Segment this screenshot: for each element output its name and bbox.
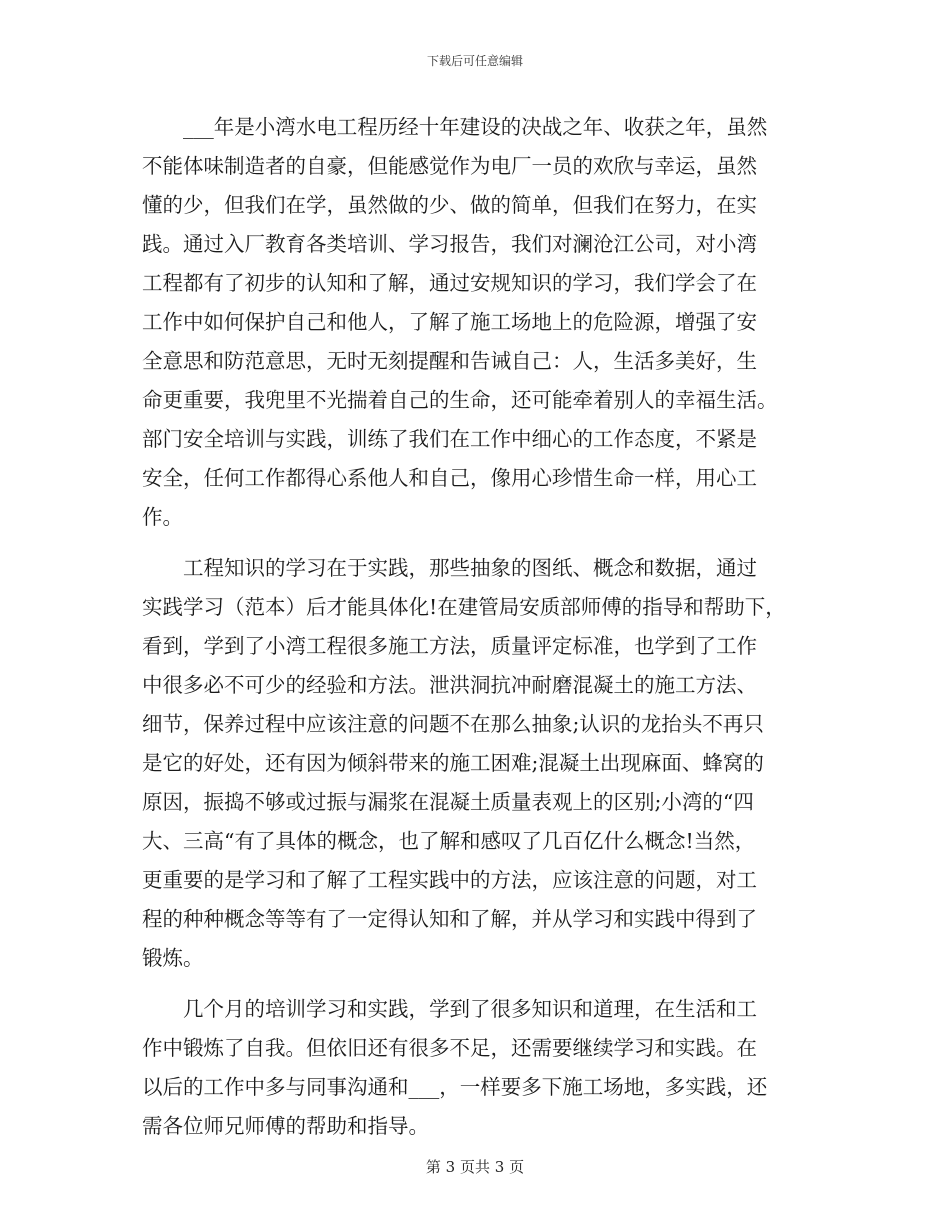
paragraph-3 xyxy=(142,990,808,1146)
text-line: 安全，任何工作都得心系他人和自己，像用心珍惜生命一样，用心工 xyxy=(142,466,757,490)
text-line: 作中锻炼了自我。但依旧还有很多不足，还需要继续学习和实践。在 xyxy=(142,1036,757,1060)
paragraph-1 xyxy=(142,108,808,537)
text-line: 大、三高“有了具体的概念，也了解和感叹了几百亿什么概念!当然， xyxy=(142,829,756,853)
document-body xyxy=(142,108,808,1146)
text-line: 细节，保养过程中应该注意的问题不在那么抽象;认识的龙抬头不再只 xyxy=(142,712,764,736)
text-line: 全意思和防范意思，无时无刻提醒和告诫自己：人，生活多美好，生 xyxy=(142,349,757,373)
text-line: 践。通过入厂教育各类培训、学习报告，我们对澜沧江公司，对小湾 xyxy=(142,232,757,256)
text-line: 中很多必不可少的经验和方法。泄洪洞抗冲耐磨混凝土的施工方法、 xyxy=(142,673,757,697)
text-line: 更重要的是学习和了解了工程实践中的方法，应该注意的问题，对工 xyxy=(142,868,757,892)
paragraph-spacer xyxy=(142,978,808,990)
page-number-footer: 第 3 页共 3 页 xyxy=(425,1158,525,1176)
text-line: 部门安全培训与实践，训练了我们在工作中细心的工作态度，不紧是 xyxy=(142,427,757,451)
text-line: 看到，学到了小湾工程很多施工方法，质量评定标准，也学到了工作 xyxy=(142,634,757,658)
text-line: 作。 xyxy=(142,505,183,529)
text-line: 需各位师兄师傅的帮助和指导。 xyxy=(142,1114,429,1138)
text-line: 是它的好处，还有因为倾斜带来的施工困难;混凝土出现麻面、蜂窝的 xyxy=(142,751,764,775)
text-line: 锻炼。 xyxy=(142,946,204,970)
text-line: 几个月的培训学习和实践，学到了很多知识和道理，在生活和工 xyxy=(142,997,757,1021)
text-line: 工作中如何保护自己和他人，了解了施工场地上的危险源，增强了安 xyxy=(142,310,757,334)
text-line: 懂的少，但我们在学，虽然做的少、做的简单，但我们在努力，在实 xyxy=(142,193,757,217)
text-line: 以后的工作中多与同事沟通和___，一样要多下施工场地，多实践，还 xyxy=(142,1075,768,1099)
text-line: 工程知识的学习在于实践，那些抽象的图纸、概念和数据，通过 xyxy=(142,556,757,580)
text-line: ___年是小湾水电工程历经十年建设的决战之年、收获之年，虽然 xyxy=(142,115,768,139)
paragraph-spacer xyxy=(142,537,808,549)
page-header: 下载后可任意编辑 xyxy=(426,54,523,68)
text-line: 不能体味制造者的自豪，但能感觉作为电厂一员的欢欣与幸运，虽然 xyxy=(142,154,757,178)
text-line: 原因，振捣不够或过振与漏浆在混凝土质量表观上的区别;小湾的“四 xyxy=(142,790,754,814)
text-line: 命更重要，我兜里不光揣着自己的生命，还可能牵着别人的幸福生活。 xyxy=(142,388,778,412)
paragraph-2 xyxy=(142,549,808,978)
text-line: 实践学习（范本）后才能具体化!在建管局安质部师傅的指导和帮助下， xyxy=(142,595,786,619)
text-line: 工程都有了初步的认知和了解，通过安规知识的学习，我们学会了在 xyxy=(142,271,757,295)
text-line: 程的种种概念等等有了一定得认知和了解，并从学习和实践中得到了 xyxy=(142,907,757,931)
